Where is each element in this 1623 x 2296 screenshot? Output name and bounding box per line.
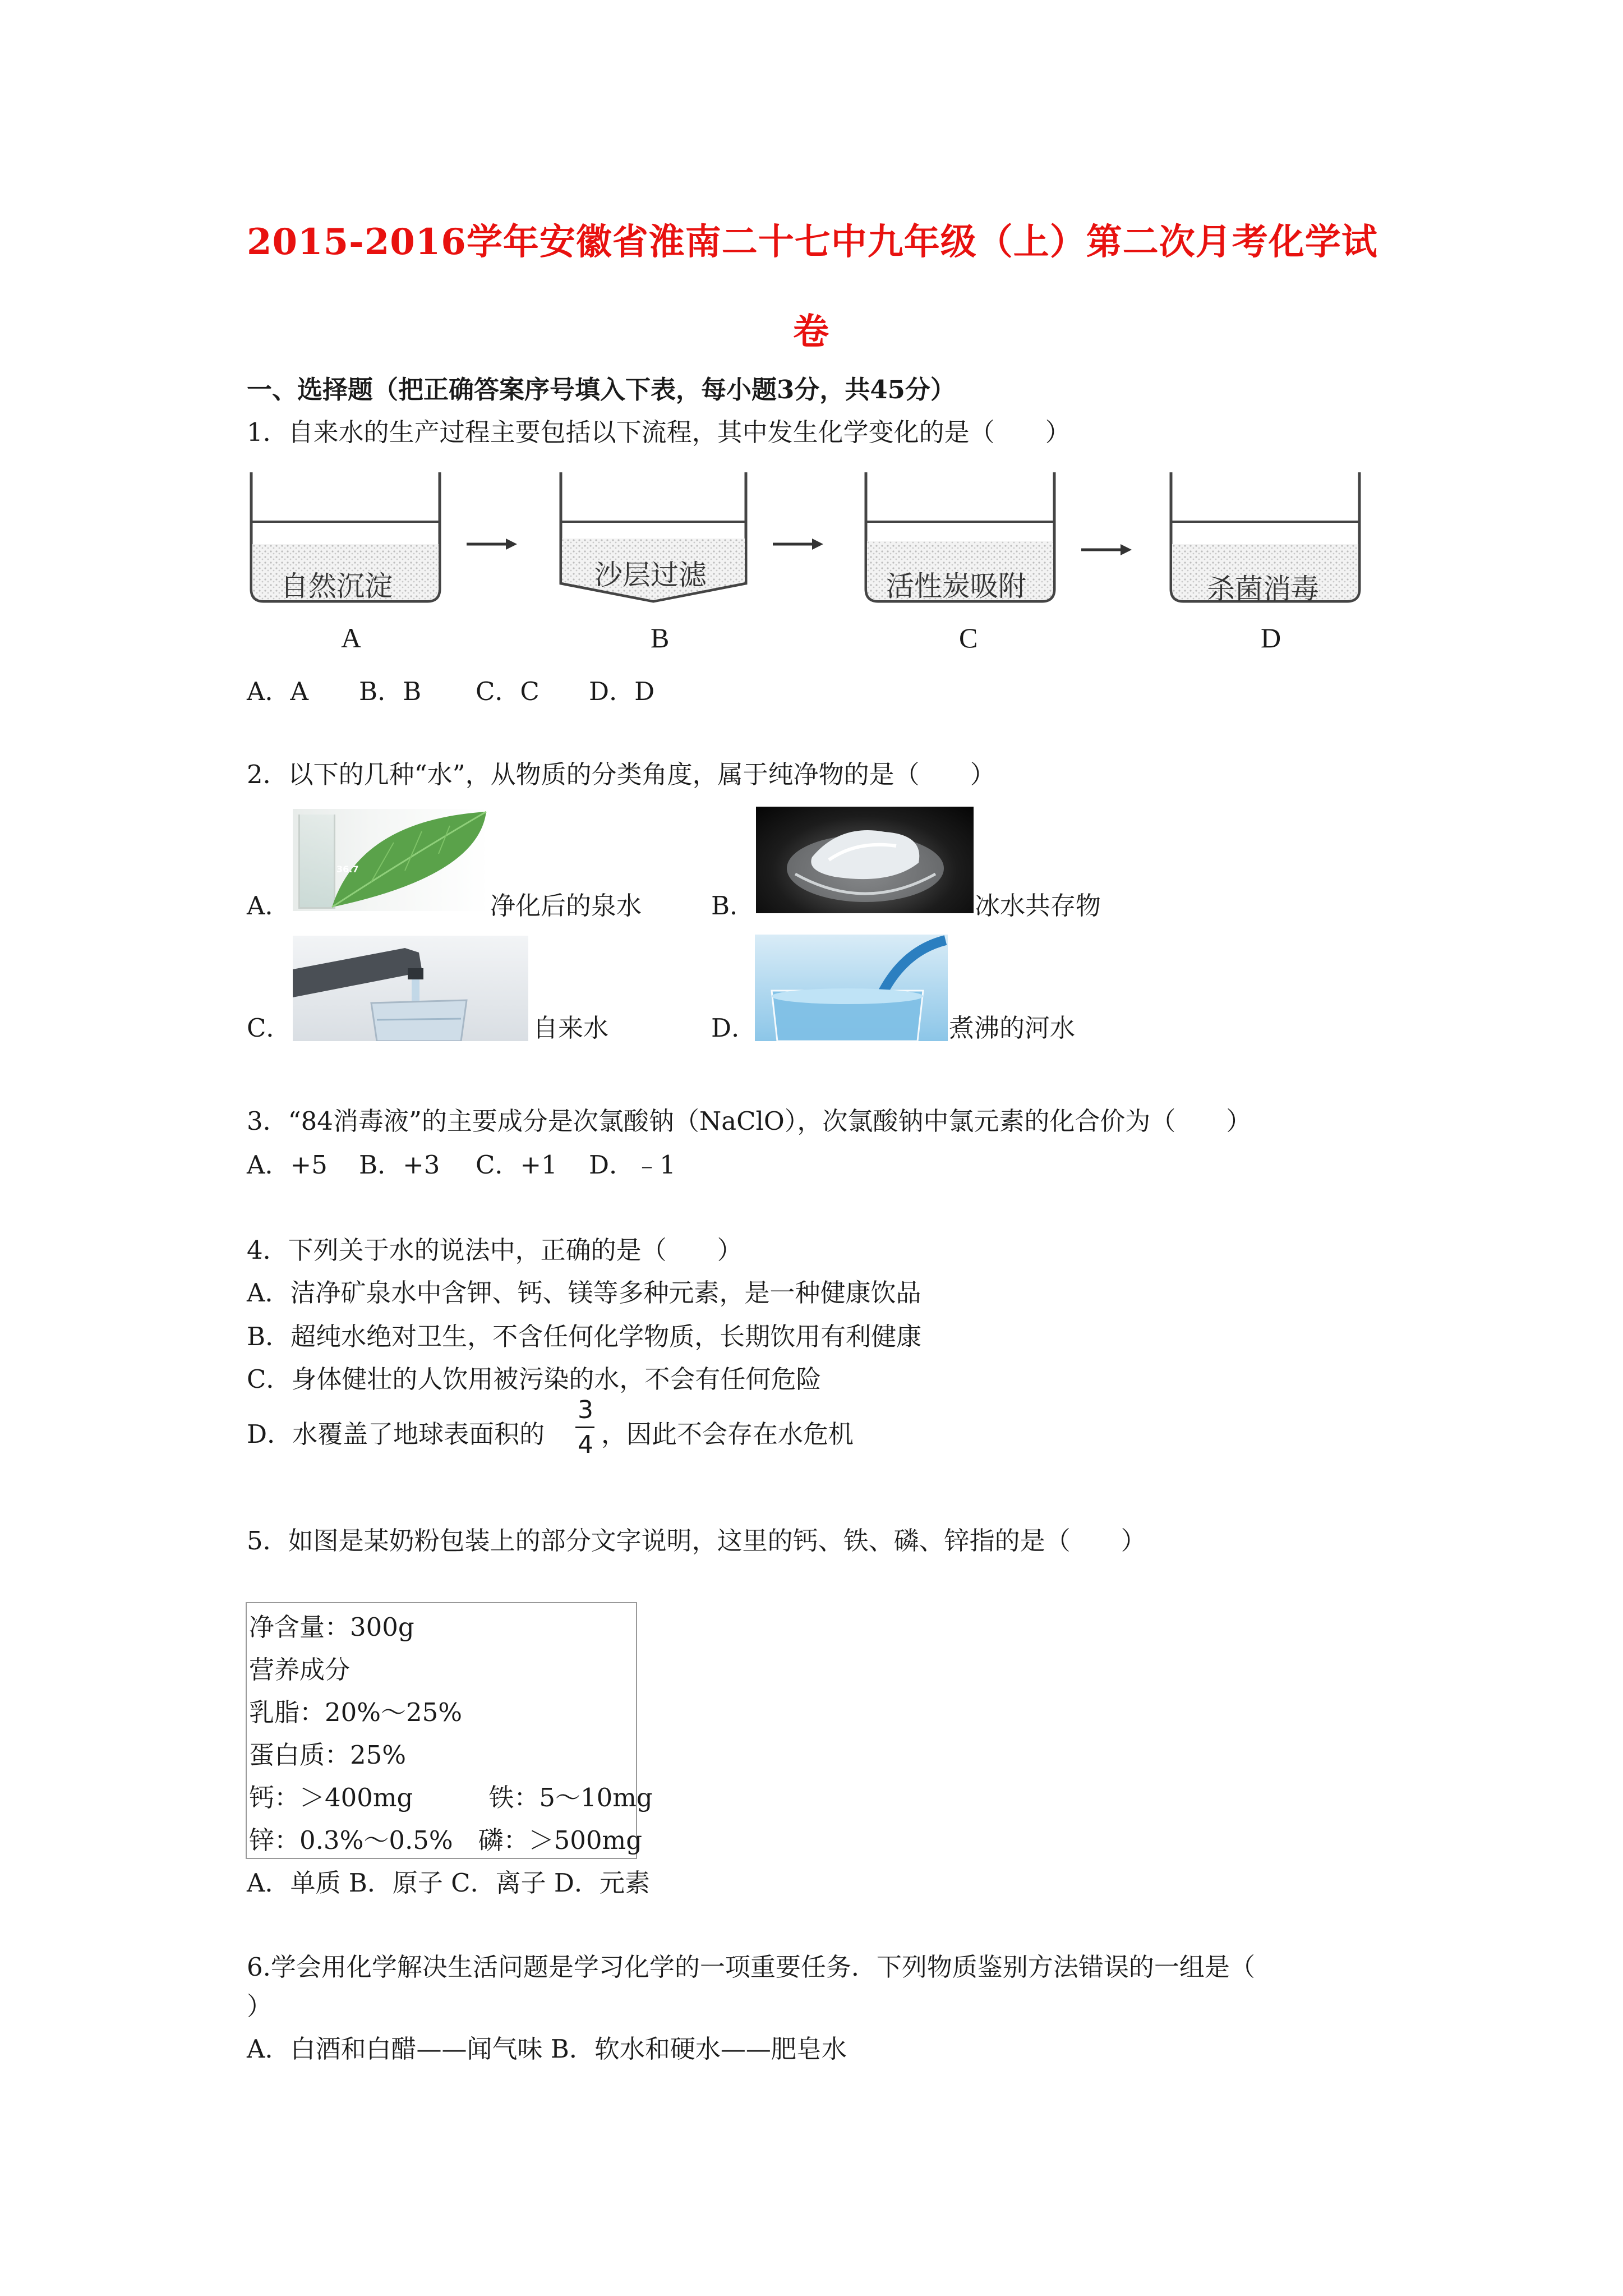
tap-water-image	[293, 936, 528, 1041]
page-title-line1: 2015-2016学年安徽省淮南二十七中九年级（上）第二次月考化学试	[247, 221, 1378, 263]
zinc-phosphorus: 锌：0.3%～0.5% 磷：＞500mg	[249, 1825, 643, 1855]
q4-option-c: C．身体健壮的人饮用被污染的水，不会有任何危险	[247, 1364, 822, 1394]
q5-options: A．单质 B．原子 C．离子 D．元素	[247, 1868, 650, 1898]
q3-option-b: B．+3	[359, 1150, 440, 1180]
step-b-label: B	[651, 622, 670, 654]
question-4-stem: 4．下列关于水的说法中，正确的是（ ）	[247, 1235, 743, 1265]
step-d-text: 杀菌消毒	[1207, 573, 1319, 605]
step-d-label: D	[1261, 622, 1281, 654]
q1-option-c: C．C	[476, 677, 540, 706]
section-heading: 一、选择题（把正确答案序号填入下表，每小题3分，共45分）	[247, 375, 956, 404]
protein: 蛋白质：25%	[249, 1740, 407, 1770]
q4-option-d-prefix: D．水覆盖了地球表面积的	[247, 1419, 545, 1449]
q2-option-a-label: A．	[247, 891, 291, 921]
q2-option-b-label: B．	[711, 891, 755, 921]
q1-option-d: D．D	[589, 677, 655, 706]
q2-option-d-label: D．	[711, 1013, 757, 1043]
q1-option-b: B．B	[359, 677, 422, 706]
step-a-label: A	[341, 622, 362, 654]
milk-fat: 乳脂：20%～25%	[249, 1697, 463, 1727]
q3-option-d: D．﹣1	[589, 1150, 676, 1180]
question-6-stem-end: ）	[247, 1991, 273, 2021]
q1-option-a: A．A	[247, 677, 308, 706]
q3-option-c: C．+1	[476, 1150, 557, 1180]
q4-option-d-suffix: ，因此不会存在水危机	[601, 1419, 854, 1449]
step-c-label: C	[959, 622, 978, 654]
question-3-stem: 3．“84消毒液”的主要成分是次氯酸钠（NaClO），次氯酸钠中氯元素的化合价为（ ）	[247, 1106, 1252, 1136]
q4-option-a: A．洁净矿泉水中含钾、钙、镁等多种元素，是一种健康饮品	[247, 1278, 921, 1308]
q2-option-d-text: 煮沸的河水	[949, 1013, 1076, 1043]
ice-water-image	[756, 807, 974, 913]
fraction-bar	[575, 1427, 594, 1428]
step-c-text: 活性炭吸附	[886, 570, 1026, 602]
step-a-text: 自然沉淀	[280, 570, 393, 602]
fraction-denominator: 4	[578, 1430, 593, 1459]
spring-water-image	[293, 809, 489, 911]
q2-option-a-text: 净化后的泉水	[490, 891, 642, 921]
q4-option-b: B．超纯水绝对卫生，不含任何化学物质，长期饮用有利健康	[247, 1322, 922, 1351]
net-content: 净含量：300g	[249, 1612, 414, 1642]
page-title-line2: 卷	[793, 311, 829, 353]
step-b-text: 沙层过滤	[594, 559, 707, 591]
milk-powder-label-box	[246, 1602, 653, 1859]
nutrition-heading: 营养成分	[249, 1655, 351, 1685]
calcium-iron: 钙：＞400mg 铁：5～10mg	[249, 1783, 653, 1812]
question-5-stem: 5．如图是某奶粉包装上的部分文字说明，这里的钙、铁、磷、锌指的是（ ）	[247, 1526, 1146, 1556]
leaf-number: 36.7	[336, 864, 359, 875]
question-1-stem: 1．自来水的生产过程主要包括以下流程，其中发生化学变化的是（ ）	[247, 417, 1071, 447]
question-2-stem: 2．以下的几种“水”，从物质的分类角度，属于纯净物的是（ ）	[247, 760, 995, 789]
q2-option-c-text: 自来水	[533, 1013, 609, 1043]
question-6-stem: 6.学会用化学解决生活问题是学习化学的一项重要任务．下列物质鉴别方法错误的一组是（	[247, 1952, 1255, 1982]
fraction-numerator: 3	[578, 1396, 593, 1424]
boiled-river-water-image	[755, 935, 948, 1041]
q2-option-c-label: C．	[247, 1013, 292, 1043]
q3-option-a: A．+5	[247, 1150, 328, 1180]
q6-options: A．白酒和白醋——闻气味 B．软水和硬水——肥皂水	[247, 2034, 847, 2064]
q2-option-b-text: 冰水共存物	[975, 891, 1101, 921]
